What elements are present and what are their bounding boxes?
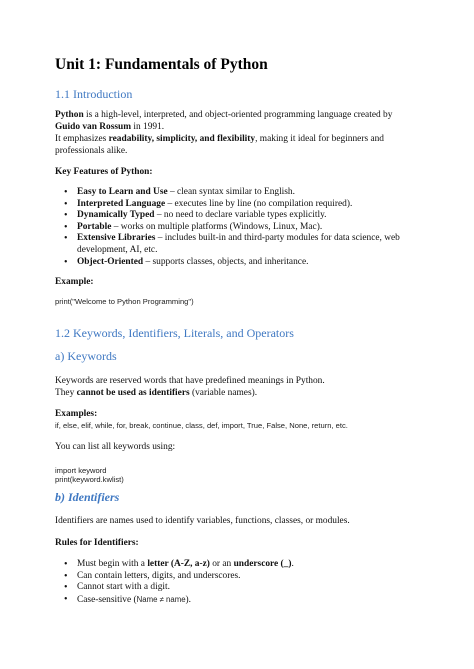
keywords-list: if, else, elif, while, for, break, continue, class, def, import, True, False, None, return, etc. [55,421,348,430]
list-item: • Cannot start with a digit. [61,582,294,594]
python-bold: Python [55,110,84,120]
list-item: • Interpreted Language – executes line by line (no compilation required). [61,199,400,211]
cannot-identifiers-bold: cannot be used as identifiers [76,388,190,398]
emphasis-bold: readability, simplicity, and flexibility [108,134,256,144]
intro-paragraph-line-3 [55,134,384,146]
list-item: • Must begin with a letter (A-Z, a-z) or an underscore (_). [61,559,294,571]
examples-label: Examples: [55,409,98,419]
rules-label: Rules for Identifiers: [55,538,139,548]
section-heading-introduction: 1.1 Introduction [55,87,133,101]
list-item: • Portable – works on multiple platforms (Windows, Linux, Mac). [61,222,400,234]
example-code: print("Welcome to Python Programming") [55,297,194,306]
rules-list [61,559,294,606]
intro-text-4: , making it ideal for beginners and [255,134,384,144]
features-heading: Key Features of Python: [55,167,153,177]
list-item: • Case-sensitive (Name ≠ name). [61,594,294,607]
code-line-import: import keyword [55,466,107,475]
intro-text-1: is a high-level, interpreted, and object-oriented programming language created by [83,110,393,120]
subheading-identifiers: b) Identifiers [55,490,120,504]
identifiers-paragraph: Identifiers are names used to identify variables, functions, classes, or modules. [55,516,350,526]
intro-paragraph-line-1 [55,110,392,122]
list-keywords-intro: You can list all keywords using: [55,442,176,452]
subheading-keywords: a) Keywords [55,349,117,363]
intro-paragraph-line-4: professionals alike. [55,146,128,156]
intro-text-2: in 1991. [131,122,165,132]
code-line-print: print(keyword.kwlist) [55,475,124,484]
list-item: • Extensive Libraries – includes built-in and third-party modules for data science, web development, AI, etc. [61,233,400,256]
intro-paragraph-line-2 [55,122,164,134]
list-item: • Can contain letters, digits, and underscores. [61,571,294,583]
keywords-paragraph-line-1: Keywords are reserved words that have predefined meanings in Python. [55,376,325,386]
features-list [61,187,400,268]
example-label: Example: [55,277,94,287]
section-heading-keywords: 1.2 Keywords, Identifiers, Literals, and Operators [55,326,294,340]
list-item: • Object-Oriented – supports classes, objects, and inheritance. [61,257,400,269]
list-item: • Dynamically Typed – no need to declare variable types explicitly. [61,210,400,222]
intro-text-3: It emphasizes [55,134,109,144]
keywords-paragraph-line-2: They cannot be used as identifiers (variable names). [55,388,258,398]
list-item: • Easy to Learn and Use – clean syntax similar to English. [61,187,400,199]
guido-bold: Guido van Rossum [55,122,132,132]
page-title: Unit 1: Fundamentals of Python [55,56,268,73]
